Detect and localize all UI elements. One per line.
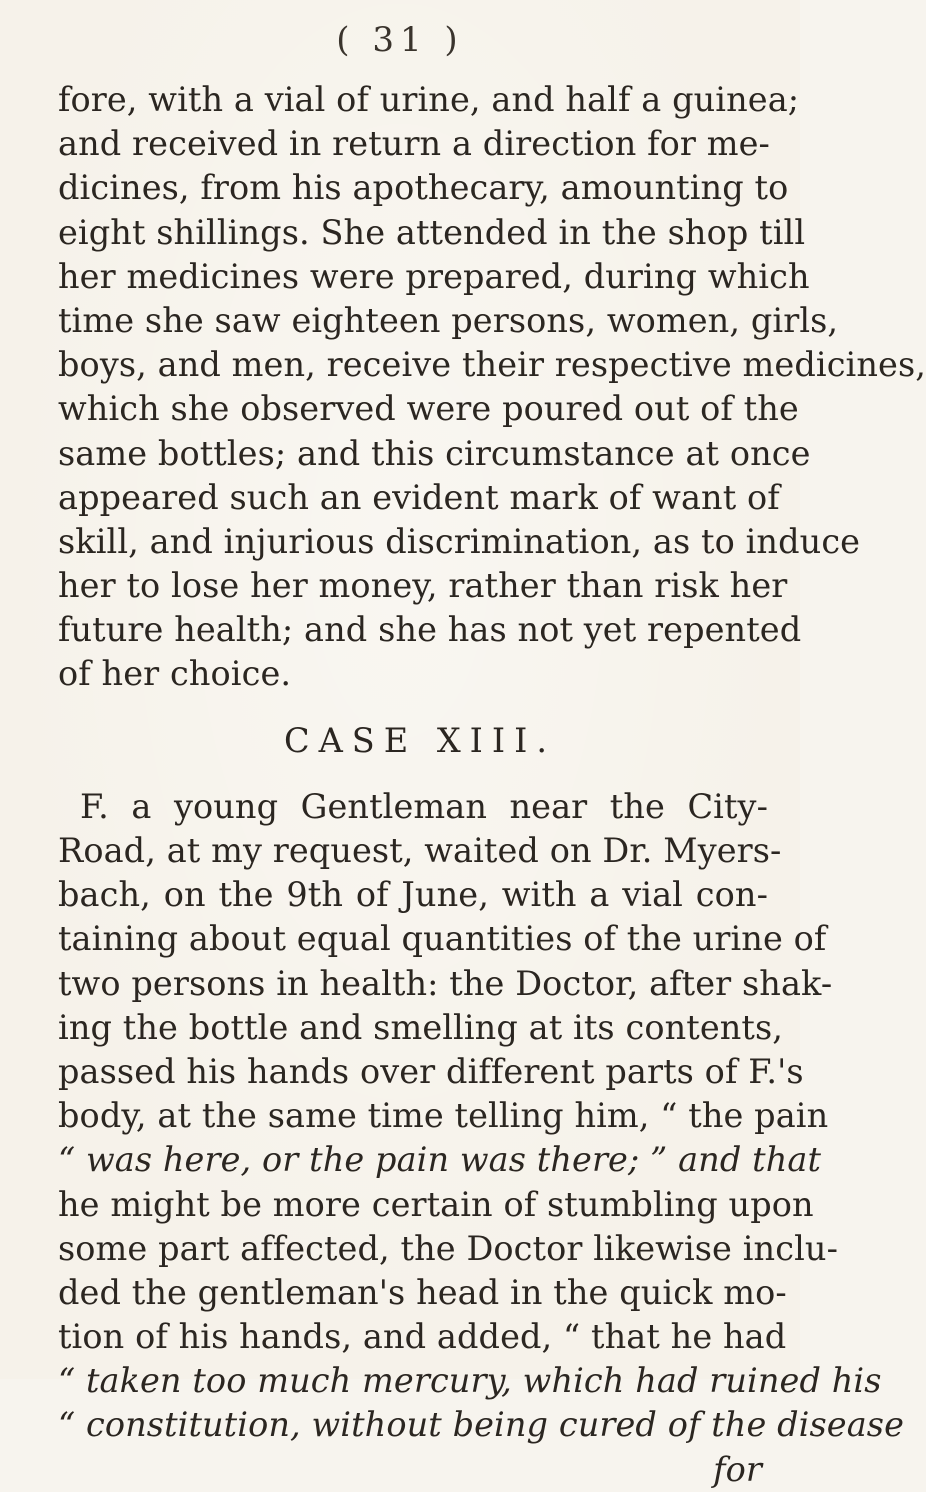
text-line: fore, with a vial of urine, and half a guinea;	[58, 80, 800, 119]
text-line: Road, at my request, waited on Dr. Myers-	[58, 831, 782, 870]
text-line: “ constitution, without being cured of the disease	[58, 1405, 904, 1445]
text-line: appeared such an evident mark of want of	[58, 477, 780, 517]
text-line: two persons in health: the Doctor, after shak-	[58, 963, 833, 1003]
section-gap	[58, 697, 768, 719]
text-line: her medicines were prepared, during which	[58, 256, 810, 296]
text-line: body, at the same time telling him, “ the pain	[58, 1096, 829, 1136]
text-line: same bottles; and this circumstance at once	[58, 433, 811, 473]
text-line: time she saw eighteen persons, women, girls,	[58, 300, 839, 340]
text-line: taining about equal quantities of the urine of	[58, 919, 827, 959]
body-text	[58, 78, 926, 1492]
text-line: bach, on the 9th of June, with a vial con-	[58, 875, 768, 915]
text-line: eight shillings. She attended in the shop till	[58, 212, 806, 252]
page-number: ( 31 )	[336, 20, 464, 60]
text-line: “ taken too much mercury, which had ruined his	[58, 1361, 882, 1401]
text-line: skill, and injurious discrimination, as to induce	[58, 521, 861, 561]
text-line: ing the bottle and smelling at its contents,	[58, 1007, 784, 1047]
text-line: “ was here, or the pain was there; ” and that	[58, 1140, 822, 1180]
section-gap	[58, 763, 768, 785]
text-line: and received in return a direction for me-	[58, 124, 770, 164]
text-line: boys, and men, receive their respective medicines,	[58, 345, 926, 385]
text-line: ded the gentleman's head in the quick mo-	[58, 1272, 787, 1312]
text-line: which she observed were poured out of the	[58, 389, 799, 429]
text-line: tion of his hands, and added, “ that he had	[58, 1317, 787, 1357]
case-heading: CASE XIII.	[283, 720, 557, 760]
text-line: her to lose her money, rather than risk her	[58, 566, 788, 606]
text-line: dicines, from his apothecary, amounting to	[58, 168, 789, 208]
text-line: some part affected, the Doctor likewise inclu-	[58, 1228, 838, 1268]
text-line: of her choice.	[58, 654, 292, 694]
catchword: for	[713, 1449, 762, 1489]
text-line: future health; and she has not yet repented	[58, 610, 802, 650]
text-line: passed his hands over different parts of F.'s	[58, 1051, 804, 1091]
text-line: he might be more certain of stumbling upon	[58, 1184, 814, 1224]
text-line: F. a young Gentleman near the City-	[80, 786, 768, 826]
